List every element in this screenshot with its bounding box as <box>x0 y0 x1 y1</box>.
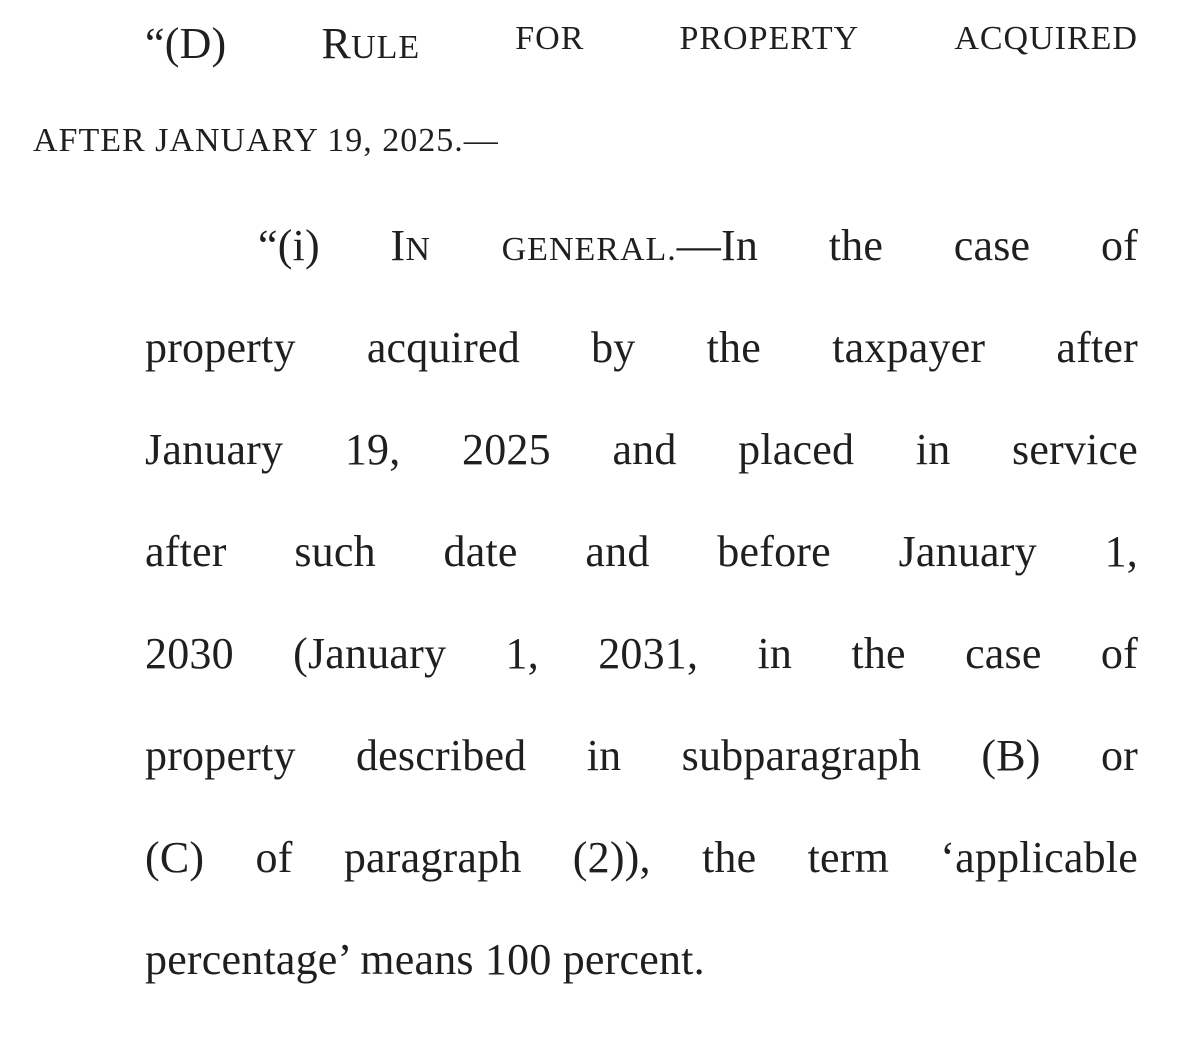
word: ‘applicable <box>940 833 1138 882</box>
word: after <box>145 527 227 576</box>
word: or <box>1100 731 1138 780</box>
word: acquired <box>366 323 520 372</box>
word: after <box>1056 323 1138 372</box>
word: the <box>828 221 884 270</box>
word: property <box>145 323 296 372</box>
word: and <box>612 425 677 474</box>
word: placed <box>738 425 855 474</box>
word: case <box>953 221 1031 270</box>
heading-title-word-3: PROPERTY <box>679 20 860 57</box>
heading-marker: “(D) <box>145 19 227 68</box>
word: before <box>717 527 831 576</box>
word: in <box>915 425 951 474</box>
word: property <box>145 731 296 780</box>
clause-heading-small-caps: GENERAL. <box>501 231 677 268</box>
word: 2025 <box>462 425 551 474</box>
heading-title-word-4: ACQUIRED <box>954 20 1138 57</box>
word: case <box>965 629 1042 678</box>
word: paragraph <box>343 833 522 882</box>
clause-heading-rest: N <box>405 231 431 268</box>
word: date <box>443 527 518 576</box>
clause-line-2 <box>145 323 1138 372</box>
clause-heading-initial: I <box>390 221 406 270</box>
clause-line-3 <box>145 425 1138 474</box>
word: 2031, <box>598 629 699 678</box>
word: (C) <box>145 833 205 882</box>
word: the <box>851 629 906 678</box>
word: the <box>706 323 761 372</box>
heading-title-rest: ULE <box>351 29 421 66</box>
clause-line-4 <box>145 527 1138 576</box>
word: (January <box>293 629 447 678</box>
word: and <box>585 527 650 576</box>
word: by <box>591 323 636 372</box>
word: of <box>255 833 293 882</box>
clause-line-5 <box>145 629 1138 678</box>
clause-line-8: percentage’ means 100 percent. <box>145 935 705 984</box>
word: described <box>355 731 527 780</box>
word: 1, <box>505 629 539 678</box>
heading-line-2: AFTER JANUARY 19, 2025.— <box>33 122 499 159</box>
word: term <box>807 833 890 882</box>
word: (B) <box>981 731 1041 780</box>
clause-heading-word-2 <box>501 221 759 270</box>
clause-line-7 <box>145 833 1138 882</box>
word: in <box>757 629 793 678</box>
heading-title-word-1 <box>321 19 421 68</box>
clause-line-6 <box>145 731 1138 780</box>
word: January <box>145 425 284 474</box>
clause-line-1 <box>258 221 1138 270</box>
clause-heading-word-1 <box>390 221 431 270</box>
heading-title-word-2: FOR <box>515 20 585 57</box>
heading-title-initial: R <box>321 19 352 68</box>
word: subparagraph <box>681 731 922 780</box>
word: 1, <box>1104 527 1138 576</box>
heading-line-1 <box>145 19 1138 68</box>
word: such <box>294 527 376 576</box>
word: 2030 <box>145 629 234 678</box>
word: (2)), <box>572 833 651 882</box>
clause-marker: “(i) <box>258 221 320 270</box>
word: service <box>1012 425 1138 474</box>
word: 19, <box>344 425 401 474</box>
word: of <box>1100 629 1138 678</box>
clause-heading-dash: —In <box>676 221 759 270</box>
word: in <box>586 731 622 780</box>
word: January <box>898 527 1037 576</box>
word: taxpayer <box>832 323 986 372</box>
word: the <box>702 833 757 882</box>
word: of <box>1100 221 1138 270</box>
